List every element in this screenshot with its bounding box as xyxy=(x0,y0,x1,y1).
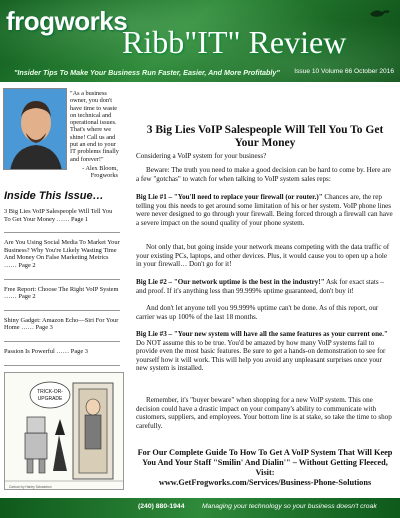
article-paragraph: Beware: The truth you need to make a good decision can be hard to come by. Here are a few "gotchas" to watch for when talking to VoIP system sales reps: xyxy=(136,166,391,183)
cartoon-credit: Cartoon by Harley Schwadron xyxy=(9,485,52,489)
article-intro: Considering a VoIP system for your business? xyxy=(136,152,267,160)
divider xyxy=(4,232,120,233)
toc-page: Page 2 xyxy=(18,293,36,301)
owner-quote: "As a business owner, you don't have time to waste on technical and operational issues. That's where we shine! Call us and put an end to your IT problems finally and forever!" xyxy=(70,90,119,163)
divider xyxy=(4,279,120,280)
lie-1 xyxy=(136,193,394,227)
toc-page: Page 2 xyxy=(18,261,36,269)
toc-item[interactable]: Are You Using Social Media To Market Your Business? Why You're Likely Wasting Time And Money On False Marketing Metrics …… Page 2 xyxy=(4,239,120,269)
lie-3-body: Do NOT assume this to be true. You'd be amazed by how many VoIP systems fail to provide even the most basic features. Be sure to get a hands-on demonstration to see for yourself how it will work. This will help you avoid any unpleasant surprises once your new system is installed. xyxy=(136,338,386,372)
toc-page: Page 1 xyxy=(71,215,89,223)
inside-heading: Inside This Issue… xyxy=(4,190,104,202)
toc-title: Passion Is Powerful xyxy=(4,347,55,355)
toc-title: Are You Using Social Media To Market Your Business? Why You're Likely Wasting Time And Money On False Marketing Metrics xyxy=(4,239,120,262)
phone-number[interactable]: (240) 880-1944 xyxy=(138,503,185,510)
toc-item[interactable]: Shiny Gadget: Amazon Echo—Siri For Your Home …… Page 3 xyxy=(4,316,119,332)
divider xyxy=(4,365,120,366)
tagline: "Insider Tips To Make Your Business Run Faster, Easier, And More Profitably" xyxy=(14,68,280,77)
cta-text: For Our Complete Guide To How To Get A VoIP System That Will Keep You And Your Staff "Smilin' And Dialin'" – Without Getting Fleeced, Visit: xyxy=(137,448,393,477)
article-headline: 3 Big Lies VoIP Salespeople Will Tell You To Get Your Money xyxy=(146,124,384,149)
lie-1-body: Chances are, the rep telling you this needs to get around some limitation of his or her system. VoIP phone lines were never designed to go through your firewall. Being forced through a firewall can have a severe impact on the sound quality of your phone system. xyxy=(136,193,393,227)
quote-author xyxy=(70,165,118,179)
lie-2 xyxy=(136,278,394,295)
article-paragraph: Not only that, but going inside your network means competing with the data traffic of your existing PCs, laptops, and other devices. Plus, it would cause you to open up a hole in your firewall… Don't go for it! xyxy=(136,243,390,268)
logo: frogworks xyxy=(6,6,128,36)
masthead xyxy=(0,0,400,82)
cartoon-caption: TRICK-OR- xyxy=(37,389,63,395)
cartoon-caption-2: UPGRADE xyxy=(37,396,63,402)
issue-info: Issue 10 Volume 66 October 2016 xyxy=(294,68,394,75)
toc-title: 3 Big Lies VoIP Salespeople Will Tell You To Get Your Money xyxy=(4,208,113,223)
toc-item[interactable]: 3 Big Lies VoIP Salespeople Will Tell You To Get Your Money …… Page 1 xyxy=(4,208,113,223)
lie-3-heading: Big Lie #3 – "Your new system will have all the same features as your current one." xyxy=(136,330,388,338)
footer xyxy=(0,498,400,518)
article-paragraph: And don't let anyone tell you 99.999% uptime can't be done. As of this report, our carrier was up 100% of the last 18 months. xyxy=(136,304,379,321)
toc-page: Page 3 xyxy=(70,347,88,355)
toc-item[interactable]: Passion Is Powerful …… Page 3 xyxy=(4,347,88,355)
quote-author-company: Frogworks xyxy=(90,172,118,179)
lie-1-heading: Big Lie #1 – "You'll need to replace your firewall (or router.)" xyxy=(136,193,323,201)
toc-page: Page 3 xyxy=(35,324,53,332)
cta-block xyxy=(134,448,396,488)
cartoon-illustration xyxy=(4,372,124,490)
lie-3 xyxy=(136,330,394,373)
toc-title: Shiny Gadget: Amazon Echo—Siri For Your Home xyxy=(4,316,119,332)
lie-2-heading: Big Lie #2 – "Our network uptime is the best in the industry!" xyxy=(136,278,325,286)
article-paragraph: Remember, it's "buyer beware" when shopping for a new VoIP system. This one decision could have a drastic impact on your company's ability to communicate with customers, suppliers, and employees. Your bottom line is at stake, so take the time to shop carefully. xyxy=(136,396,392,430)
lie-2-body: Ask for exact stats – and proof. If it's anything less than 99.999% uptime guaranteed, don't buy it! xyxy=(136,278,384,295)
toc-item[interactable]: Free Report: Choose The Right VoIP System …… Page 2 xyxy=(4,285,119,301)
quote-author-name: - Alex Bloom, xyxy=(82,165,118,172)
footer-slogan: Managing your technology so your business doesn't croak xyxy=(202,503,377,510)
frog-icon xyxy=(368,6,392,20)
author-photo xyxy=(3,88,67,170)
divider xyxy=(4,310,120,311)
cta-link[interactable]: www.GetFrogworks.com/Services/Business-Phone-Solutions xyxy=(158,478,372,487)
toc-title: Free Report: Choose The Right VoIP System xyxy=(4,285,119,293)
newsletter-title: Ribb"IT" Review xyxy=(122,24,347,60)
divider xyxy=(4,341,120,342)
